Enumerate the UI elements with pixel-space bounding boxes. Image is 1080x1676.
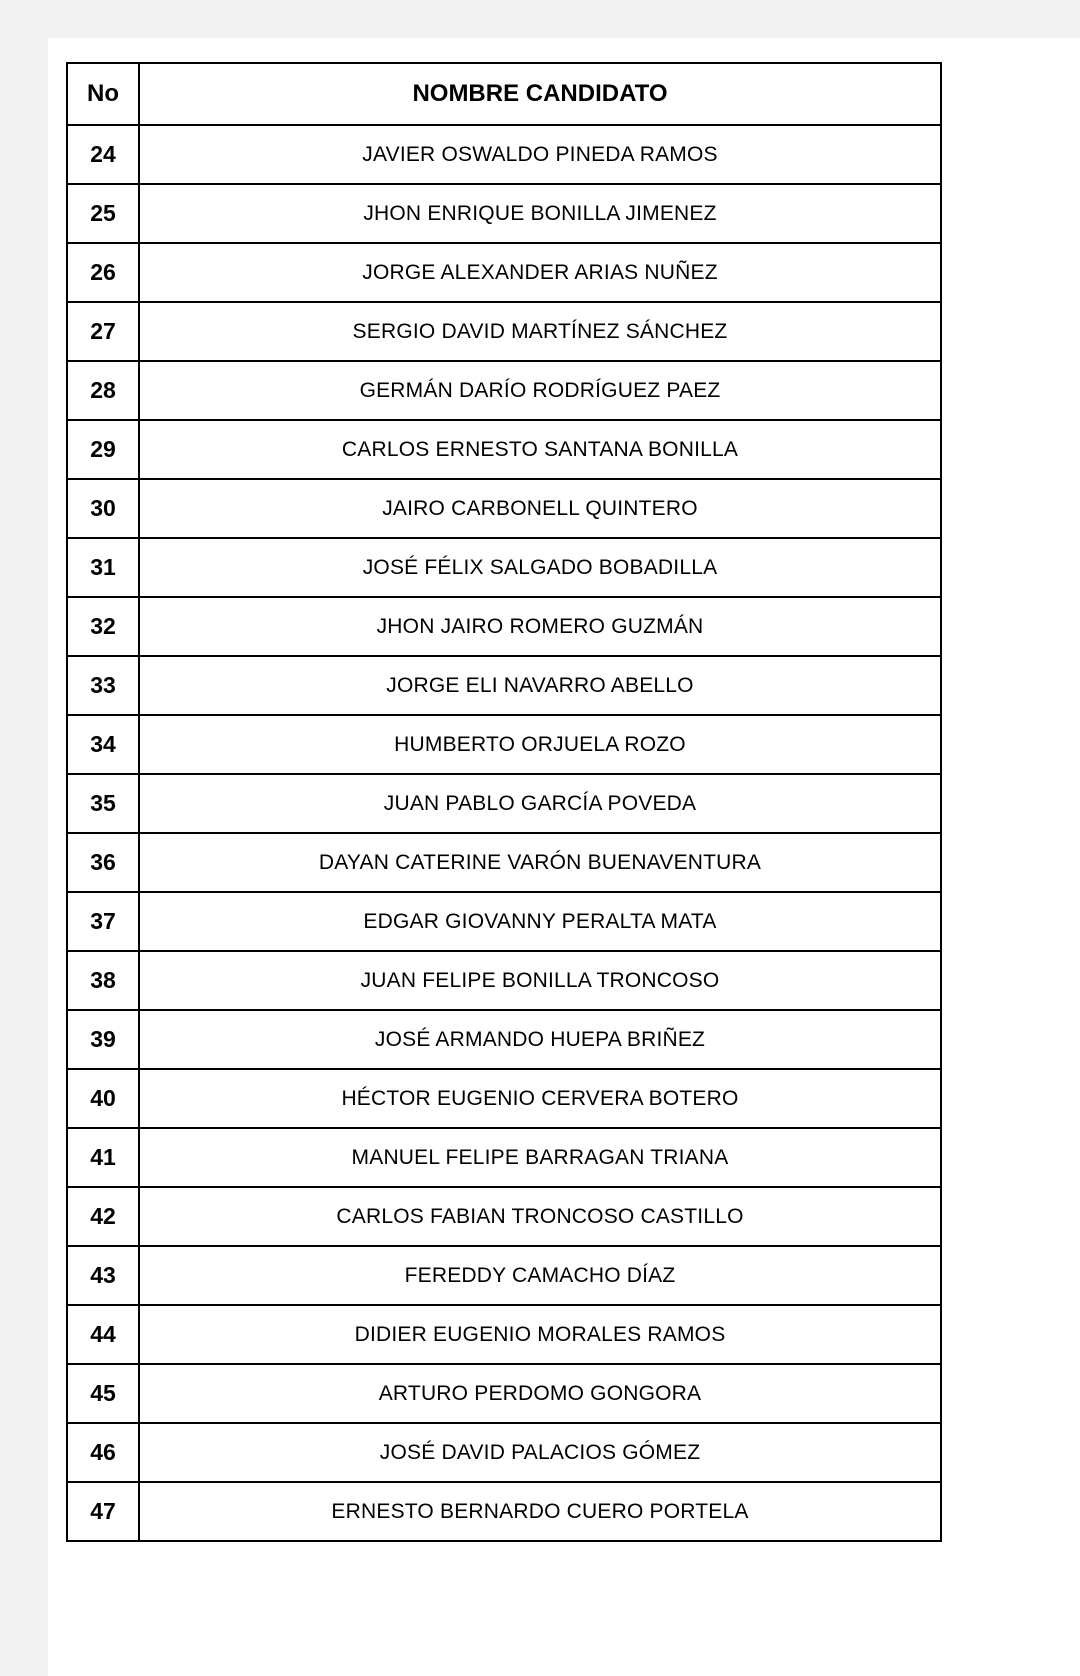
document-page: [48, 38, 1080, 1676]
candidate-name: JORGE ELI NAVARRO ABELLO: [139, 656, 941, 715]
candidate-name: CARLOS FABIAN TRONCOSO CASTILLO: [139, 1187, 941, 1246]
table-row: [67, 1482, 941, 1541]
table-row: [67, 1364, 941, 1423]
candidate-number: 28: [67, 361, 139, 420]
candidate-name: JORGE ALEXANDER ARIAS NUÑEZ: [139, 243, 941, 302]
candidate-number: 45: [67, 1364, 139, 1423]
table-row: [67, 538, 941, 597]
candidate-number: 40: [67, 1069, 139, 1128]
candidate-number: 34: [67, 715, 139, 774]
candidate-number: 47: [67, 1482, 139, 1541]
candidate-number: 29: [67, 420, 139, 479]
candidate-name: DIDIER EUGENIO MORALES RAMOS: [139, 1305, 941, 1364]
table-row: [67, 125, 941, 184]
candidate-number: 31: [67, 538, 139, 597]
candidate-name: HUMBERTO ORJUELA ROZO: [139, 715, 941, 774]
table-row: [67, 420, 941, 479]
table-row: [67, 1305, 941, 1364]
candidate-number: 26: [67, 243, 139, 302]
table-row: [67, 1069, 941, 1128]
candidate-name: HÉCTOR EUGENIO CERVERA BOTERO: [139, 1069, 941, 1128]
candidate-number: 46: [67, 1423, 139, 1482]
candidate-number: 27: [67, 302, 139, 361]
table-row: [67, 479, 941, 538]
table-row: [67, 833, 941, 892]
table-row: [67, 597, 941, 656]
candidate-number: 37: [67, 892, 139, 951]
table-header-row: [67, 63, 941, 125]
candidate-name: MANUEL FELIPE BARRAGAN TRIANA: [139, 1128, 941, 1187]
candidate-number: 33: [67, 656, 139, 715]
candidate-name: CARLOS ERNESTO SANTANA BONILLA: [139, 420, 941, 479]
table-row: [67, 1246, 941, 1305]
table-row: [67, 184, 941, 243]
table-row: [67, 774, 941, 833]
table-row: [67, 1010, 941, 1069]
table-row: [67, 892, 941, 951]
table-body: [67, 125, 941, 1541]
candidate-name: GERMÁN DARÍO RODRÍGUEZ PAEZ: [139, 361, 941, 420]
candidate-number: 35: [67, 774, 139, 833]
column-header-name: NOMBRE CANDIDATO: [139, 63, 941, 125]
candidate-name: JUAN FELIPE BONILLA TRONCOSO: [139, 951, 941, 1010]
candidate-number: 32: [67, 597, 139, 656]
candidate-name: JHON ENRIQUE BONILLA JIMENEZ: [139, 184, 941, 243]
candidate-number: 41: [67, 1128, 139, 1187]
candidate-name: JOSÉ ARMANDO HUEPA BRIÑEZ: [139, 1010, 941, 1069]
table-row: [67, 1423, 941, 1482]
table-row: [67, 361, 941, 420]
table-row: [67, 1128, 941, 1187]
candidate-name: FEREDDY CAMACHO DÍAZ: [139, 1246, 941, 1305]
table-row: [67, 243, 941, 302]
candidate-number: 38: [67, 951, 139, 1010]
candidate-name: DAYAN CATERINE VARÓN BUENAVENTURA: [139, 833, 941, 892]
candidate-number: 36: [67, 833, 139, 892]
candidate-number: 42: [67, 1187, 139, 1246]
table-row: [67, 656, 941, 715]
candidate-name: JUAN PABLO GARCÍA POVEDA: [139, 774, 941, 833]
candidate-name: ARTURO PERDOMO GONGORA: [139, 1364, 941, 1423]
table-row: [67, 302, 941, 361]
candidates-table: [66, 62, 942, 1542]
candidate-name: EDGAR GIOVANNY PERALTA MATA: [139, 892, 941, 951]
candidate-number: 30: [67, 479, 139, 538]
candidate-name: JAIRO CARBONELL QUINTERO: [139, 479, 941, 538]
table-row: [67, 951, 941, 1010]
candidate-number: 24: [67, 125, 139, 184]
candidate-name: JAVIER OSWALDO PINEDA RAMOS: [139, 125, 941, 184]
candidate-number: 44: [67, 1305, 139, 1364]
candidate-name: JHON JAIRO ROMERO GUZMÁN: [139, 597, 941, 656]
table-row: [67, 715, 941, 774]
candidate-number: 39: [67, 1010, 139, 1069]
candidate-name: JOSÉ FÉLIX SALGADO BOBADILLA: [139, 538, 941, 597]
candidate-name: SERGIO DAVID MARTÍNEZ SÁNCHEZ: [139, 302, 941, 361]
candidate-name: ERNESTO BERNARDO CUERO PORTELA: [139, 1482, 941, 1541]
candidate-number: 25: [67, 184, 139, 243]
candidate-name: JOSÉ DAVID PALACIOS GÓMEZ: [139, 1423, 941, 1482]
table-row: [67, 1187, 941, 1246]
candidate-number: 43: [67, 1246, 139, 1305]
column-header-no: No: [67, 63, 139, 125]
